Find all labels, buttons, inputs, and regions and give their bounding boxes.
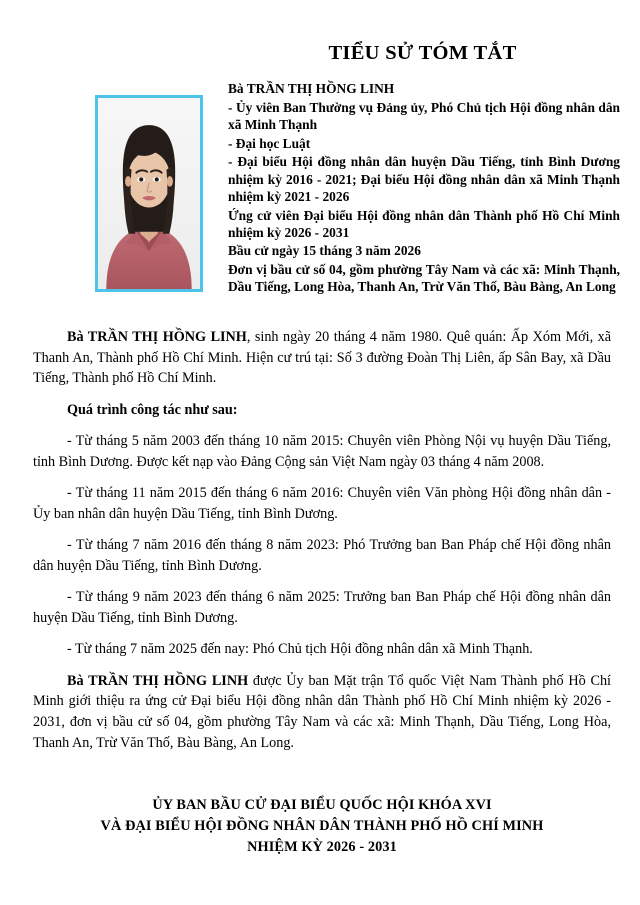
identity-block bbox=[228, 80, 620, 296]
career-item: - Từ tháng 7 năm 2016 đến tháng 8 năm 2023: Phó Trưởng ban Ban Pháp chế Hội đồng nhân dân huyện Dầu Tiếng, tỉnh Bình Dương. bbox=[33, 537, 611, 575]
career-heading: Quá trình công tác như sau: bbox=[67, 401, 238, 418]
identity-name: Bà TRẦN THỊ HỒNG LINH bbox=[228, 81, 395, 96]
closing-name: Bà TRẦN THỊ HỒNG LINH bbox=[67, 672, 249, 689]
closing-rest: được Ủy ban Mặt trận Tổ quốc Việt Nam Thành phố Hồ Chí Minh giới thiệu ra ứng cử Đại biểu Hội đồng nhân dân Thành phố Hồ Chí Minh nhiệm kỳ 2026 - 2031, đơn vị bầu cử số 04, gồm phường Tây Nam và các xã: Minh Thạnh, Dầu Tiếng, Long Hòa, Thanh An, Trừ Văn Thố, Bàu Bàng, An Long. bbox=[33, 672, 611, 751]
footer-line-2: VÀ ĐẠI BIỂU HỘI ĐỒNG NHÂN DÂN THÀNH PHỐ HỒ CHÍ MINH bbox=[100, 818, 544, 835]
closing-paragraph bbox=[33, 671, 611, 754]
career-item: - Từ tháng 7 năm 2025 đến nay: Phó Chủ tịch Hội đồng nhân dân xã Minh Thạnh. bbox=[67, 641, 533, 658]
identity-line-delegate-history: - Đại biểu Hội đồng nhân dân huyện Dầu Tiếng, tỉnh Bình Dương nhiệm kỳ 2016 - 2021; Đại biểu Hội đồng nhân dân xã Minh Thạnh nhiệm kỳ 2021 - 2026 bbox=[228, 154, 620, 204]
footer-line-1: ỦY BAN BẦU CỬ ĐẠI BIỂU QUỐC HỘI KHÓA XVI bbox=[152, 797, 492, 813]
career-item: - Từ tháng 9 năm 2023 đến tháng 6 năm 2025: Trưởng ban Ban Pháp chế Hội đồng nhân dân huyện Dầu Tiếng, tỉnh Bình Dương. bbox=[33, 589, 611, 627]
candidate-photo-frame bbox=[95, 95, 203, 292]
career-item: - Từ tháng 11 năm 2015 đến tháng 6 năm 2016: Chuyên viên Văn phòng Hội đồng nhân dân - Ủy ban nhân dân huyện Dầu Tiếng, tỉnh Bình Dương. bbox=[33, 485, 611, 523]
identity-line-candidacy: Ứng cử viên Đại biểu Hội đồng nhân dân Thành phố Hồ Chí Minh nhiệm kỳ 2026 - 2031 bbox=[228, 207, 620, 240]
identity-line-constituency: Đơn vị bầu cử số 04, gồm phường Tây Nam và các xã: Minh Thạnh, Dầu Tiếng, Long Hòa, Thanh An, Trừ Văn Thố, Bàu Bàng, An Long bbox=[228, 262, 620, 295]
avatar bbox=[98, 98, 200, 289]
identity-line-election-date: Bầu cử ngày 15 tháng 3 năm 2026 bbox=[228, 243, 421, 259]
identity-line-education: - Đại học Luật bbox=[228, 135, 311, 151]
header-zone bbox=[0, 80, 640, 320]
footer-zone bbox=[33, 795, 611, 858]
career-item: - Từ tháng 5 năm 2003 đến tháng 10 năm 2015: Chuyên viên Phòng Nội vụ huyện Dầu Tiếng, tỉnh Bình Dương. Được kết nạp vào Đảng Cộng sản Việt Nam ngày 03 tháng 4 năm 2008. bbox=[33, 433, 611, 471]
footer-line-3: NHIỆM KỲ 2026 - 2031 bbox=[247, 839, 397, 856]
intro-paragraph bbox=[33, 327, 611, 389]
body-zone bbox=[33, 327, 611, 753]
portrait-illustration bbox=[98, 98, 200, 289]
page-title: TIỂU SỬ TÓM TẮT bbox=[328, 42, 517, 64]
identity-line-position: - Ủy viên Ban Thường vụ Đảng ủy, Phó Chủ tịch Hội đồng nhân dân xã Minh Thạnh bbox=[228, 99, 620, 132]
intro-rest: , sinh ngày 20 tháng 4 năm 1980. Quê quán: Ấp Xóm Mới, xã Thanh An, Thành phố Hồ Chí Minh. Hiện cư trú tại: Số 3 đường Đoàn Thị Liên, ấp Sân Bay, xã Dầu Tiếng, Thành phố Hồ Chí Minh. bbox=[33, 329, 611, 387]
intro-name: Bà TRẦN THỊ HỒNG LINH bbox=[67, 329, 247, 345]
